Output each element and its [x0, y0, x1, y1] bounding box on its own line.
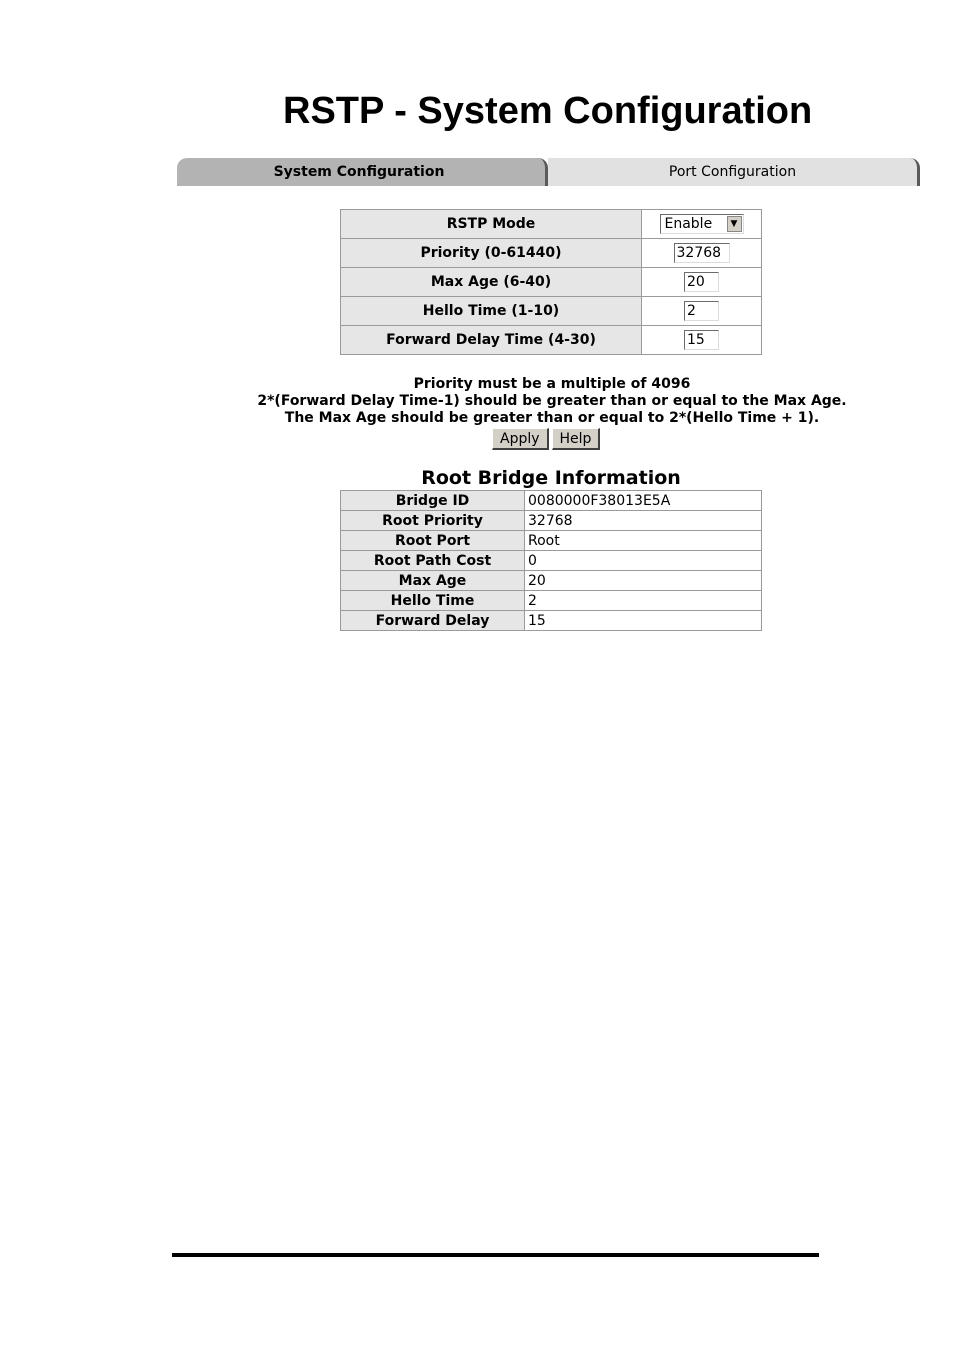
note-forward-delay: 2*(Forward Delay Time-1) should be greater than or equal to the Max Age. [257, 393, 847, 409]
max-age-info-value: 20 [525, 571, 762, 591]
root-bridge-table [340, 490, 762, 631]
note-priority: Priority must be a multiple of 4096 [413, 376, 691, 392]
root-priority-label: Root Priority [341, 511, 525, 531]
table-row [341, 571, 762, 591]
config-row-hello-time [341, 297, 762, 326]
table-row [341, 591, 762, 611]
bridge-id-value: 0080000F38013E5A [525, 491, 762, 511]
table-row [341, 611, 762, 631]
config-notes [177, 376, 927, 427]
root-port-value: Root [525, 531, 762, 551]
hello-time-label: Hello Time (1-10) [341, 297, 642, 326]
forward-delay-info-label: Forward Delay [341, 611, 525, 631]
tab-system-configuration[interactable] [177, 158, 548, 186]
root-port-label: Root Port [341, 531, 525, 551]
tab-label: Port Configuration [668, 164, 797, 180]
forward-delay-info-value: 15 [525, 611, 762, 631]
config-row-rstp-mode [341, 210, 762, 239]
forward-delay-time-label: Forward Delay Time (4-30) [341, 326, 642, 355]
table-row [341, 511, 762, 531]
page-title: RSTP - System Configuration [283, 90, 813, 132]
config-row-priority [341, 239, 762, 268]
tab-port-configuration[interactable] [548, 158, 920, 186]
table-row [341, 551, 762, 571]
rstp-mode-label: RSTP Mode [341, 210, 642, 239]
rstp-mode-select[interactable] [660, 214, 744, 234]
tab-bar [177, 158, 920, 186]
root-bridge-title: Root Bridge Information [421, 467, 681, 489]
max-age-label: Max Age (6-40) [341, 268, 642, 297]
table-row [341, 491, 762, 511]
rstp-config-table [340, 209, 762, 355]
max-age-info-label: Max Age [341, 571, 525, 591]
bridge-id-label: Bridge ID [341, 491, 525, 511]
config-row-max-age [341, 268, 762, 297]
forward-delay-time-input[interactable] [684, 330, 719, 350]
apply-button[interactable]: Apply [492, 428, 549, 450]
hello-time-info-value: 2 [525, 591, 762, 611]
priority-label: Priority (0-61440) [341, 239, 642, 268]
button-group [492, 428, 603, 450]
root-path-cost-label: Root Path Cost [341, 551, 525, 571]
hello-time-input[interactable] [684, 301, 719, 321]
tab-label: System Configuration [273, 164, 445, 180]
bottom-divider [172, 1253, 819, 1257]
root-path-cost-value: 0 [525, 551, 762, 571]
hello-time-info-label: Hello Time [341, 591, 525, 611]
max-age-input[interactable] [684, 272, 719, 292]
priority-input[interactable] [674, 243, 730, 263]
table-row [341, 531, 762, 551]
note-max-age: The Max Age should be greater than or equal to 2*(Hello Time + 1). [284, 410, 820, 426]
help-button[interactable]: Help [552, 428, 601, 450]
config-row-forward-delay [341, 326, 762, 355]
root-priority-value: 32768 [525, 511, 762, 531]
rstp-mode-value: Enable [664, 216, 713, 232]
chevron-down-icon[interactable]: ▼ [727, 216, 742, 232]
